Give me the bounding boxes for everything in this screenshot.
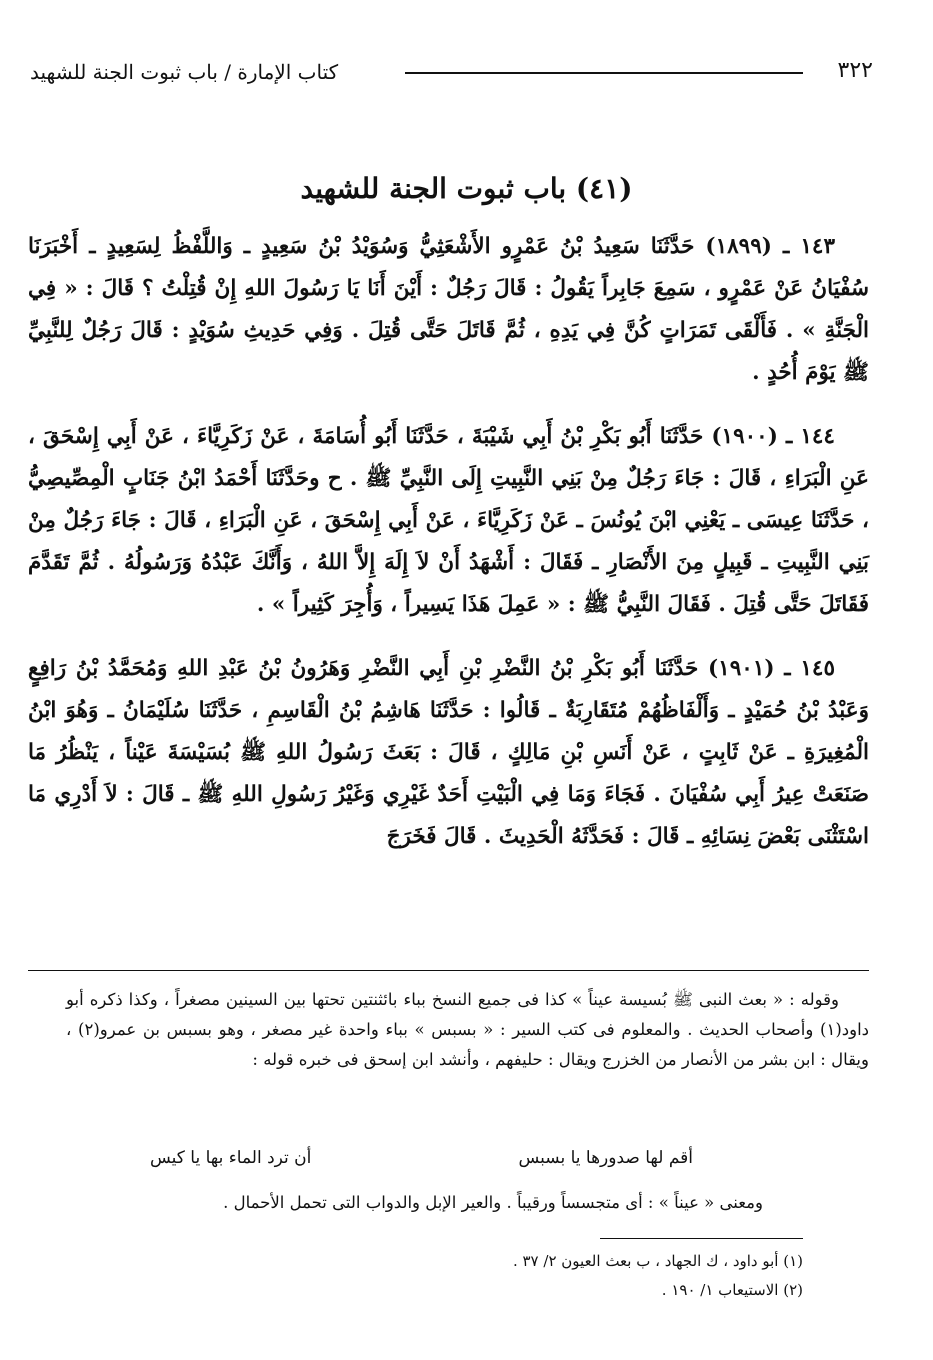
verse-second-hemistich: أن ترد الماء بها يا كيس <box>150 1148 312 1168</box>
footnote-1: (١) أبو داود ، ك الجهاد ، ب بعث العيون ٢/ ٣٧ . <box>512 1252 803 1270</box>
header-rule <box>405 72 803 74</box>
page-number: ٣٢٢ <box>837 58 873 83</box>
commentary-divider <box>28 970 869 971</box>
footnotes <box>300 1247 803 1305</box>
hadith-144: ١٤٤ ـ (١٩٠٠) حَدَّثَنَا أَبُو بَكْرِ بْنُ أَبِي شَيْبَةَ ، حَدَّثَنَا أَبُو أُسَامَةَ ، عَنْ زَكَرِيَّاءَ ، عَنْ أَبِي إِسْحَقَ ، عَنِ الْبَرَاءِ ، قَالَ : جَاءَ رَجُلٌ مِنْ بَنِي النَّبِيتِ إِلَى النَّبِيِّ ﷺ . ح وحَدَّثَنَا أَحْمَدُ ابْنُ جَنَابٍ الْمِصِّيصِيُّ ، حَدَّثَنَا عِيسَى ـ يَعْنِي ابْنَ يُونُسَ ـ عَنْ زَكَرِيَّاءَ ، عَنْ أَبِي إِسْحَقَ ، عَنِ الْبَرَاءِ ، قَالَ : جَاءَ رَجُلٌ مِنْ بَنِي النَّبِيتِ ـ قَبِيلٍ مِنَ الأَنْصَارِ ـ فَقَالَ : أَشْهَدُ أَنْ لاَ إِلَهَ إِلاَّ اللهُ ، وَأَنَّكَ عَبْدُهُ وَرَسُولُهُ . ثُمَّ تَقَدَّمَ فَقَاتَلَ حَتَّى قُتِلَ . فَقَالَ النَّبِيُّ ﷺ : « عَمِلَ هَذَا يَسِيراً ، وَأُجِرَ كَثِيراً » . <box>28 424 869 617</box>
commentary-closing: ومعنى « عيناً » : أى متجسساً ورقيباً . والعير الإبل والدواب التى تحمل الأحمال . <box>223 1193 763 1212</box>
hadith-143: ١٤٣ ـ (١٨٩٩) حَدَّثَنَا سَعِيدُ بْنُ عَمْرٍو الأَشْعَثِيُّ وَسُوَيْدُ بْنُ سَعِيدٍ ـ وَاللَّفْظُ لِسَعِيدٍ ـ أَخْبَرَنَا سُفْيَانُ عَنْ عَمْرٍو ، سَمِعَ جَابِراً يَقُولُ : قَالَ رَجُلٌ : أَيْنَ أَنَا يَا رَسُولَ اللهِ إِنْ قُتِلْتُ ؟ قَالَ : « فِي الْجَنَّةِ » . فَأَلْقَى تَمَرَاتٍ كُنَّ فِي يَدِهِ ، ثُمَّ قَاتَلَ حَتَّى قُتِلَ . وَفِي حَدِيثِ سُوَيْدٍ : قَالَ رَجُلٌ لِلنَّبِيِّ ﷺ يَوْمَ أُحُدٍ . <box>28 234 869 385</box>
poetry-verse <box>150 1148 693 1178</box>
commentary-paragraph: وقوله : « بعث النبى ﷺ بُسيسة عيناً » كذا فى جميع النسخ بباء بائثنتين تحتها بين السينين مصغراً ، وكذا ذكره أبو داود(١) وأصحاب الحديث . والمعلوم فى كتب السير : « بسبس » بباء واحدة غير مصغر ، وهو بسبس بن عمرو(٢) ، ويقال : ابن بشر من الأنصار من الخزرج ويقال : حليفهم ، وأنشد ابن إسحق فى خبره قوله : <box>66 990 869 1069</box>
page-header <box>30 56 873 96</box>
running-title: كتاب الإمارة / باب ثبوت الجنة للشهيد <box>30 60 339 84</box>
footnote-2: (٢) الاستيعاب ١/ ١٩٠ . <box>661 1281 803 1299</box>
hadith-145: ١٤٥ ـ (١٩٠١) حَدَّثَنَا أَبُو بَكْرِ بْنُ النَّضْرِ بْنِ أَبِي النَّضْرِ وَهَرُونُ بْنُ عَبْدِ اللهِ وَمُحَمَّدُ بْنُ رَافِعٍ وَعَبْدُ بْنُ حُمَيْدٍ ـ وَأَلْفَاظُهُمْ مُتَقَارِبَةٌ ـ قَالُوا : حَدَّثَنَا هَاشِمُ بْنُ الْقَاسِمِ ، حَدَّثَنَا سُلَيْمَانُ ـ وَهُوَ ابْنُ الْمُغِيرَةِ ـ عَنْ ثَابِتٍ ، عَنْ أَنَسِ بْنِ مَالِكٍ ، قَالَ : بَعَثَ رَسُولُ اللهِ ﷺ بُسَيْسَةَ عَيْناً ، يَنْظُرُ مَا صَنَعَتْ عِيرُ أَبِي سُفْيَانَ . فَجَاءَ وَمَا فِي الْبَيْتِ أَحَدٌ غَيْرِي وَغَيْرُ رَسُولِ اللهِ ﷺ ـ قَالَ : لاَ أَدْرِي مَا اسْتَثْنَى بَعْضَ نِسَائِهِ ـ قَالَ : فَحَدَّثَهُ الْحَدِيثَ . قَالَ فَخَرَجَ <box>28 656 869 849</box>
commentary <box>66 985 869 1075</box>
chapter-title: (٤١) باب ثبوت الجنة للشهيد <box>300 172 633 205</box>
footnote-rule <box>600 1238 803 1239</box>
hadith-text <box>28 226 869 880</box>
verse-first-hemistich: أقم لها صدورها يا بسبس <box>518 1148 693 1168</box>
